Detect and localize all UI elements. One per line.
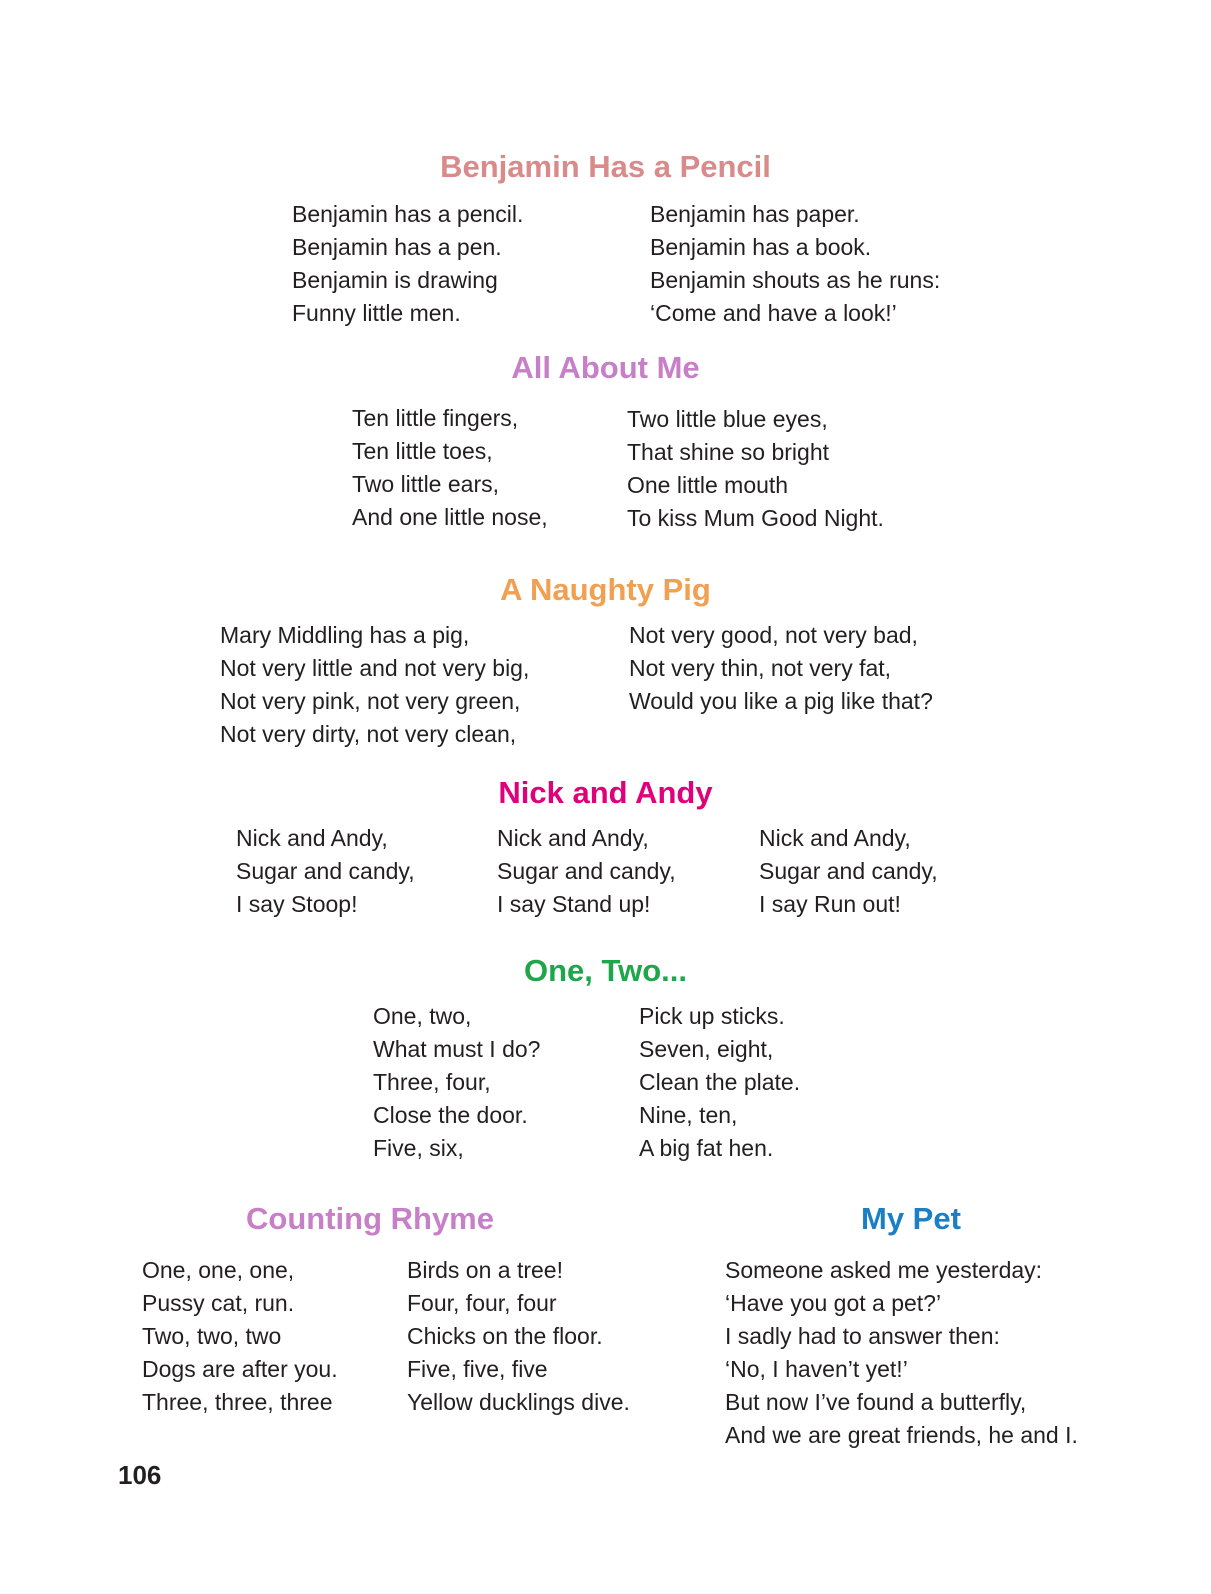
poem-line: Benjamin has a pen. bbox=[292, 234, 502, 260]
poem-line: I sadly had to answer then: bbox=[725, 1323, 1000, 1349]
poem-line: Dogs are after you. bbox=[142, 1356, 338, 1382]
poem-line: Close the door. bbox=[373, 1102, 528, 1128]
poem-line: To kiss Mum Good Night. bbox=[627, 505, 884, 531]
poem-line: Birds on a tree! bbox=[407, 1257, 563, 1283]
poem-line: ‘No, I haven’t yet!’ bbox=[725, 1356, 908, 1382]
poem-line: Two, two, two bbox=[142, 1323, 282, 1349]
poem-line: Pussy cat, run. bbox=[142, 1290, 295, 1316]
poem-nick-andy-column-2 bbox=[497, 822, 676, 921]
poem-one-two-column-1 bbox=[373, 1000, 540, 1165]
poem-line: Sugar and candy, bbox=[497, 858, 676, 884]
poem-naughty-pig-column-1 bbox=[220, 619, 529, 751]
poem-line: Benjamin has a pencil. bbox=[292, 201, 524, 227]
poem-one-two-column-2 bbox=[639, 1000, 800, 1165]
poem-line: One little mouth bbox=[627, 472, 789, 498]
poem-line: ‘Have you got a pet?’ bbox=[725, 1290, 942, 1316]
poem-line: Not very good, not very bad, bbox=[629, 622, 918, 648]
poem-line: And we are great friends, he and I. bbox=[725, 1422, 1078, 1448]
poem-line: But now I’ve found a butterfly, bbox=[725, 1389, 1027, 1415]
poem-line: Not very little and not very big, bbox=[220, 655, 530, 681]
poem-title-benjamin: Benjamin Has a Pencil bbox=[440, 149, 771, 184]
poem-benjamin-column-1 bbox=[292, 198, 523, 330]
poem-line: Nick and Andy, bbox=[759, 825, 911, 851]
poem-line: Two little ears, bbox=[352, 471, 499, 497]
poem-line: A big fat hen. bbox=[639, 1135, 774, 1161]
poem-line: Clean the plate. bbox=[639, 1069, 801, 1095]
poem-line: Sugar and candy, bbox=[236, 858, 415, 884]
poem-line: Benjamin has a book. bbox=[650, 234, 872, 260]
poem-line: I say Stoop! bbox=[236, 891, 358, 917]
poem-all-about-me-column-1 bbox=[352, 402, 548, 534]
poem-line: I say Run out! bbox=[759, 891, 901, 917]
poem-line: Four, four, four bbox=[407, 1290, 557, 1316]
poem-line: Five, five, five bbox=[407, 1356, 548, 1382]
poem-counting-rhyme-column-1 bbox=[142, 1254, 338, 1419]
poem-line: Two little blue eyes, bbox=[627, 406, 828, 432]
poem-line: Mary Middling has a pig, bbox=[220, 622, 470, 648]
poem-line: Would you like a pig like that? bbox=[629, 688, 933, 714]
poem-my-pet-column-1 bbox=[725, 1254, 1078, 1452]
poem-benjamin-column-2 bbox=[650, 198, 940, 330]
poem-line: Three, four, bbox=[373, 1069, 491, 1095]
poem-line: Yellow ducklings dive. bbox=[407, 1389, 630, 1415]
poem-line: Not very dirty, not very clean, bbox=[220, 721, 517, 747]
poem-line: Nick and Andy, bbox=[236, 825, 388, 851]
poem-line: Ten little fingers, bbox=[352, 405, 519, 431]
poem-line: Someone asked me yesterday: bbox=[725, 1257, 1043, 1283]
poem-line: That shine so bright bbox=[627, 439, 830, 465]
poem-title-all-about-me: All About Me bbox=[511, 350, 700, 385]
poem-line: Not very thin, not very fat, bbox=[629, 655, 892, 681]
poem-line: Benjamin is drawing bbox=[292, 267, 498, 293]
poem-line: Benjamin has paper. bbox=[650, 201, 860, 227]
poem-line: Ten little toes, bbox=[352, 438, 493, 464]
poem-line: Chicks on the floor. bbox=[407, 1323, 603, 1349]
poem-line: Nine, ten, bbox=[639, 1102, 738, 1128]
poem-title-naughty-pig: A Naughty Pig bbox=[500, 572, 711, 607]
poem-title-one-two: One, Two... bbox=[523, 953, 688, 988]
poem-line: Five, six, bbox=[373, 1135, 464, 1161]
poem-line: And one little nose, bbox=[352, 504, 548, 530]
poem-line: Three, three, three bbox=[142, 1389, 333, 1415]
poem-line: What must I do? bbox=[373, 1036, 541, 1062]
poem-line: ‘Come and have a look!’ bbox=[650, 300, 897, 326]
poem-line: Sugar and candy, bbox=[759, 858, 938, 884]
poem-line: Nick and Andy, bbox=[497, 825, 649, 851]
poem-naughty-pig-column-2 bbox=[629, 619, 933, 718]
poem-line: One, one, one, bbox=[142, 1257, 295, 1283]
page-number: 106 bbox=[118, 1460, 162, 1490]
poem-line: Pick up sticks. bbox=[639, 1003, 785, 1029]
poem-all-about-me-column-2 bbox=[627, 403, 884, 535]
poem-title-counting-rhyme: Counting Rhyme bbox=[246, 1201, 494, 1236]
poem-line: Not very pink, not very green, bbox=[220, 688, 521, 714]
poem-line: Funny little men. bbox=[292, 300, 461, 326]
poem-line: One, two, bbox=[373, 1003, 472, 1029]
poem-counting-rhyme-column-2 bbox=[407, 1254, 630, 1419]
poem-title-nick-andy: Nick and Andy bbox=[498, 775, 713, 810]
poem-line: Seven, eight, bbox=[639, 1036, 774, 1062]
poem-line: I say Stand up! bbox=[497, 891, 651, 917]
poem-line: Benjamin shouts as he runs: bbox=[650, 267, 941, 293]
poem-nick-andy-column-3 bbox=[759, 822, 938, 921]
poem-title-my-pet: My Pet bbox=[861, 1201, 961, 1236]
poem-nick-andy-column-1 bbox=[236, 822, 415, 921]
